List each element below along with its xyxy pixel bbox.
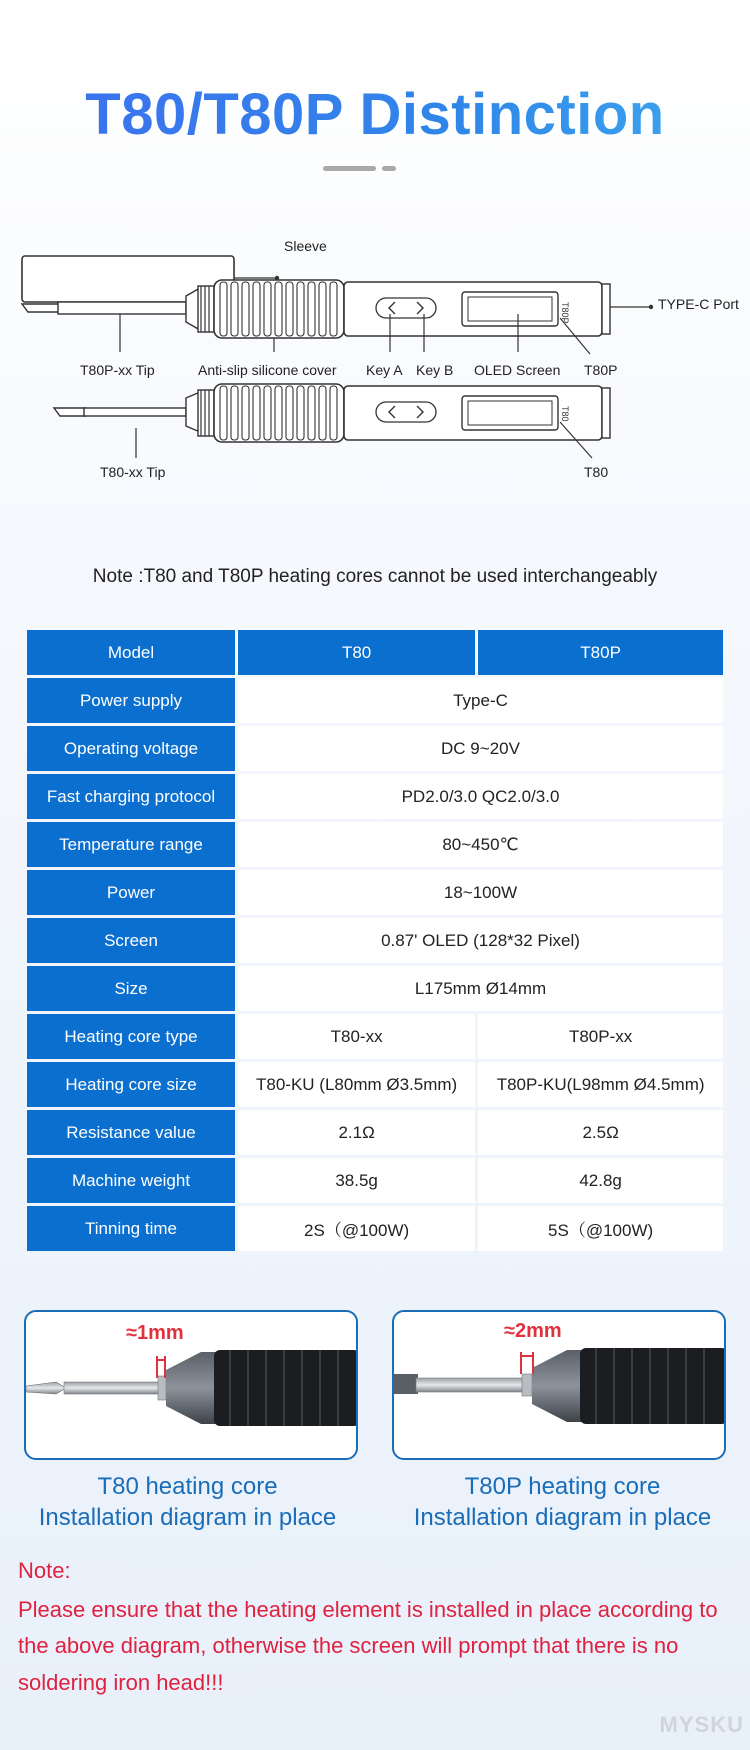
iron-diagram-svg bbox=[0, 230, 750, 550]
label-type-c-port: TYPE-C Port bbox=[658, 296, 739, 312]
title-underline-long bbox=[323, 166, 376, 171]
row-value: L175mm Ø14mm bbox=[238, 966, 723, 1011]
table-row bbox=[27, 678, 723, 723]
interchange-note: Note :T80 and T80P heating cores cannot be used interchangeably bbox=[92, 566, 658, 587]
t80-caption-line1: T80 heating core bbox=[97, 1473, 278, 1500]
row-value-t80: 2.1Ω bbox=[238, 1110, 475, 1155]
table-row bbox=[27, 774, 723, 819]
table-row bbox=[27, 1158, 723, 1203]
t80p-install-caption bbox=[375, 1471, 750, 1533]
t80-gap-label: ≈1mm bbox=[126, 1322, 184, 1344]
row-value-t80: 38.5g bbox=[238, 1158, 475, 1203]
table-row bbox=[27, 1014, 723, 1059]
iron-diagram bbox=[0, 230, 750, 550]
row-value: DC 9~20V bbox=[238, 726, 723, 771]
t80-body-text: T80 bbox=[560, 406, 570, 422]
table-header-row bbox=[27, 630, 723, 675]
watermark: MYSKU bbox=[659, 1712, 744, 1737]
row-value: PD2.0/3.0 QC2.0/3.0 bbox=[238, 774, 723, 819]
row-label: Fast charging protocol bbox=[27, 774, 235, 819]
label-sleeve: Sleeve bbox=[284, 238, 327, 254]
row-label: Temperature range bbox=[27, 822, 235, 867]
row-label: Size bbox=[27, 966, 235, 1011]
t80-caption-line2: Installation diagram in place bbox=[38, 1504, 337, 1532]
header-model: Model bbox=[27, 630, 235, 675]
t80-install-caption bbox=[0, 1471, 375, 1533]
row-value-t80p: T80P-xx bbox=[478, 1014, 723, 1059]
row-value: 80~450℃ bbox=[238, 822, 723, 867]
row-value: 0.87' OLED (128*32 Pixel) bbox=[238, 918, 723, 963]
table-row bbox=[27, 918, 723, 963]
row-label: Heating core size bbox=[27, 1062, 235, 1107]
t80p-caption-line2: Installation diagram in place bbox=[413, 1504, 712, 1532]
row-value-t80p: 42.8g bbox=[478, 1158, 723, 1203]
table-row bbox=[27, 1062, 723, 1107]
row-value: 18~100W bbox=[238, 870, 723, 915]
t80p-install-panel bbox=[392, 1310, 726, 1460]
t80p-caption-line1: T80P heating core bbox=[464, 1473, 661, 1500]
t80p-gap-label: ≈2mm bbox=[504, 1320, 562, 1342]
table-row bbox=[27, 1206, 723, 1251]
row-label: Power supply bbox=[27, 678, 235, 723]
row-label: Resistance value bbox=[27, 1110, 235, 1155]
t80-iron-shape bbox=[54, 384, 610, 442]
row-label: Tinning time bbox=[27, 1206, 235, 1251]
label-t80: T80 bbox=[584, 464, 609, 480]
label-t80p-tip: T80P-xx Tip bbox=[80, 362, 155, 378]
t80-install-panel bbox=[24, 1310, 358, 1460]
header-t80: T80 bbox=[238, 630, 475, 675]
label-oled-screen: OLED Screen bbox=[474, 362, 561, 378]
row-value: Type-C bbox=[238, 678, 723, 723]
label-key-b: Key B bbox=[416, 362, 454, 378]
row-value-t80p: T80P-KU(L98mm Ø4.5mm) bbox=[478, 1062, 723, 1107]
t80-install-photo bbox=[26, 1312, 358, 1460]
warning-text: Please ensure that the heating element is installed in place according to the above diagram, otherwise the screen will prompt that there is no soldering iron head!!! bbox=[18, 1597, 718, 1695]
row-value-t80p: 5S（@100W) bbox=[478, 1206, 723, 1251]
table-row bbox=[27, 870, 723, 915]
label-anti-slip: Anti-slip silicone cover bbox=[198, 362, 337, 378]
row-value-t80: T80-xx bbox=[238, 1014, 475, 1059]
page-title: T80/T80P Distinction bbox=[0, 80, 750, 150]
table-row bbox=[27, 726, 723, 771]
header-t80p: T80P bbox=[478, 630, 723, 675]
spec-table bbox=[24, 627, 726, 1254]
row-label: Screen bbox=[27, 918, 235, 963]
row-label: Machine weight bbox=[27, 1158, 235, 1203]
row-label: Operating voltage bbox=[27, 726, 235, 771]
row-value-t80: 2S（@100W) bbox=[238, 1206, 475, 1251]
t80p-body-text: T80P bbox=[560, 302, 570, 324]
row-value-t80p: 2.5Ω bbox=[478, 1110, 723, 1155]
label-t80-tip: T80-xx Tip bbox=[100, 464, 166, 480]
row-label: Power bbox=[27, 870, 235, 915]
warning-heading: Note: bbox=[18, 1558, 71, 1583]
table-row bbox=[27, 822, 723, 867]
row-label: Heating core type bbox=[27, 1014, 235, 1059]
table-row bbox=[27, 1110, 723, 1155]
row-value-t80: T80-KU (L80mm Ø3.5mm) bbox=[238, 1062, 475, 1107]
title-underline-short bbox=[382, 166, 396, 171]
label-key-a: Key A bbox=[366, 362, 403, 378]
table-row bbox=[27, 966, 723, 1011]
label-t80p: T80P bbox=[584, 362, 618, 378]
